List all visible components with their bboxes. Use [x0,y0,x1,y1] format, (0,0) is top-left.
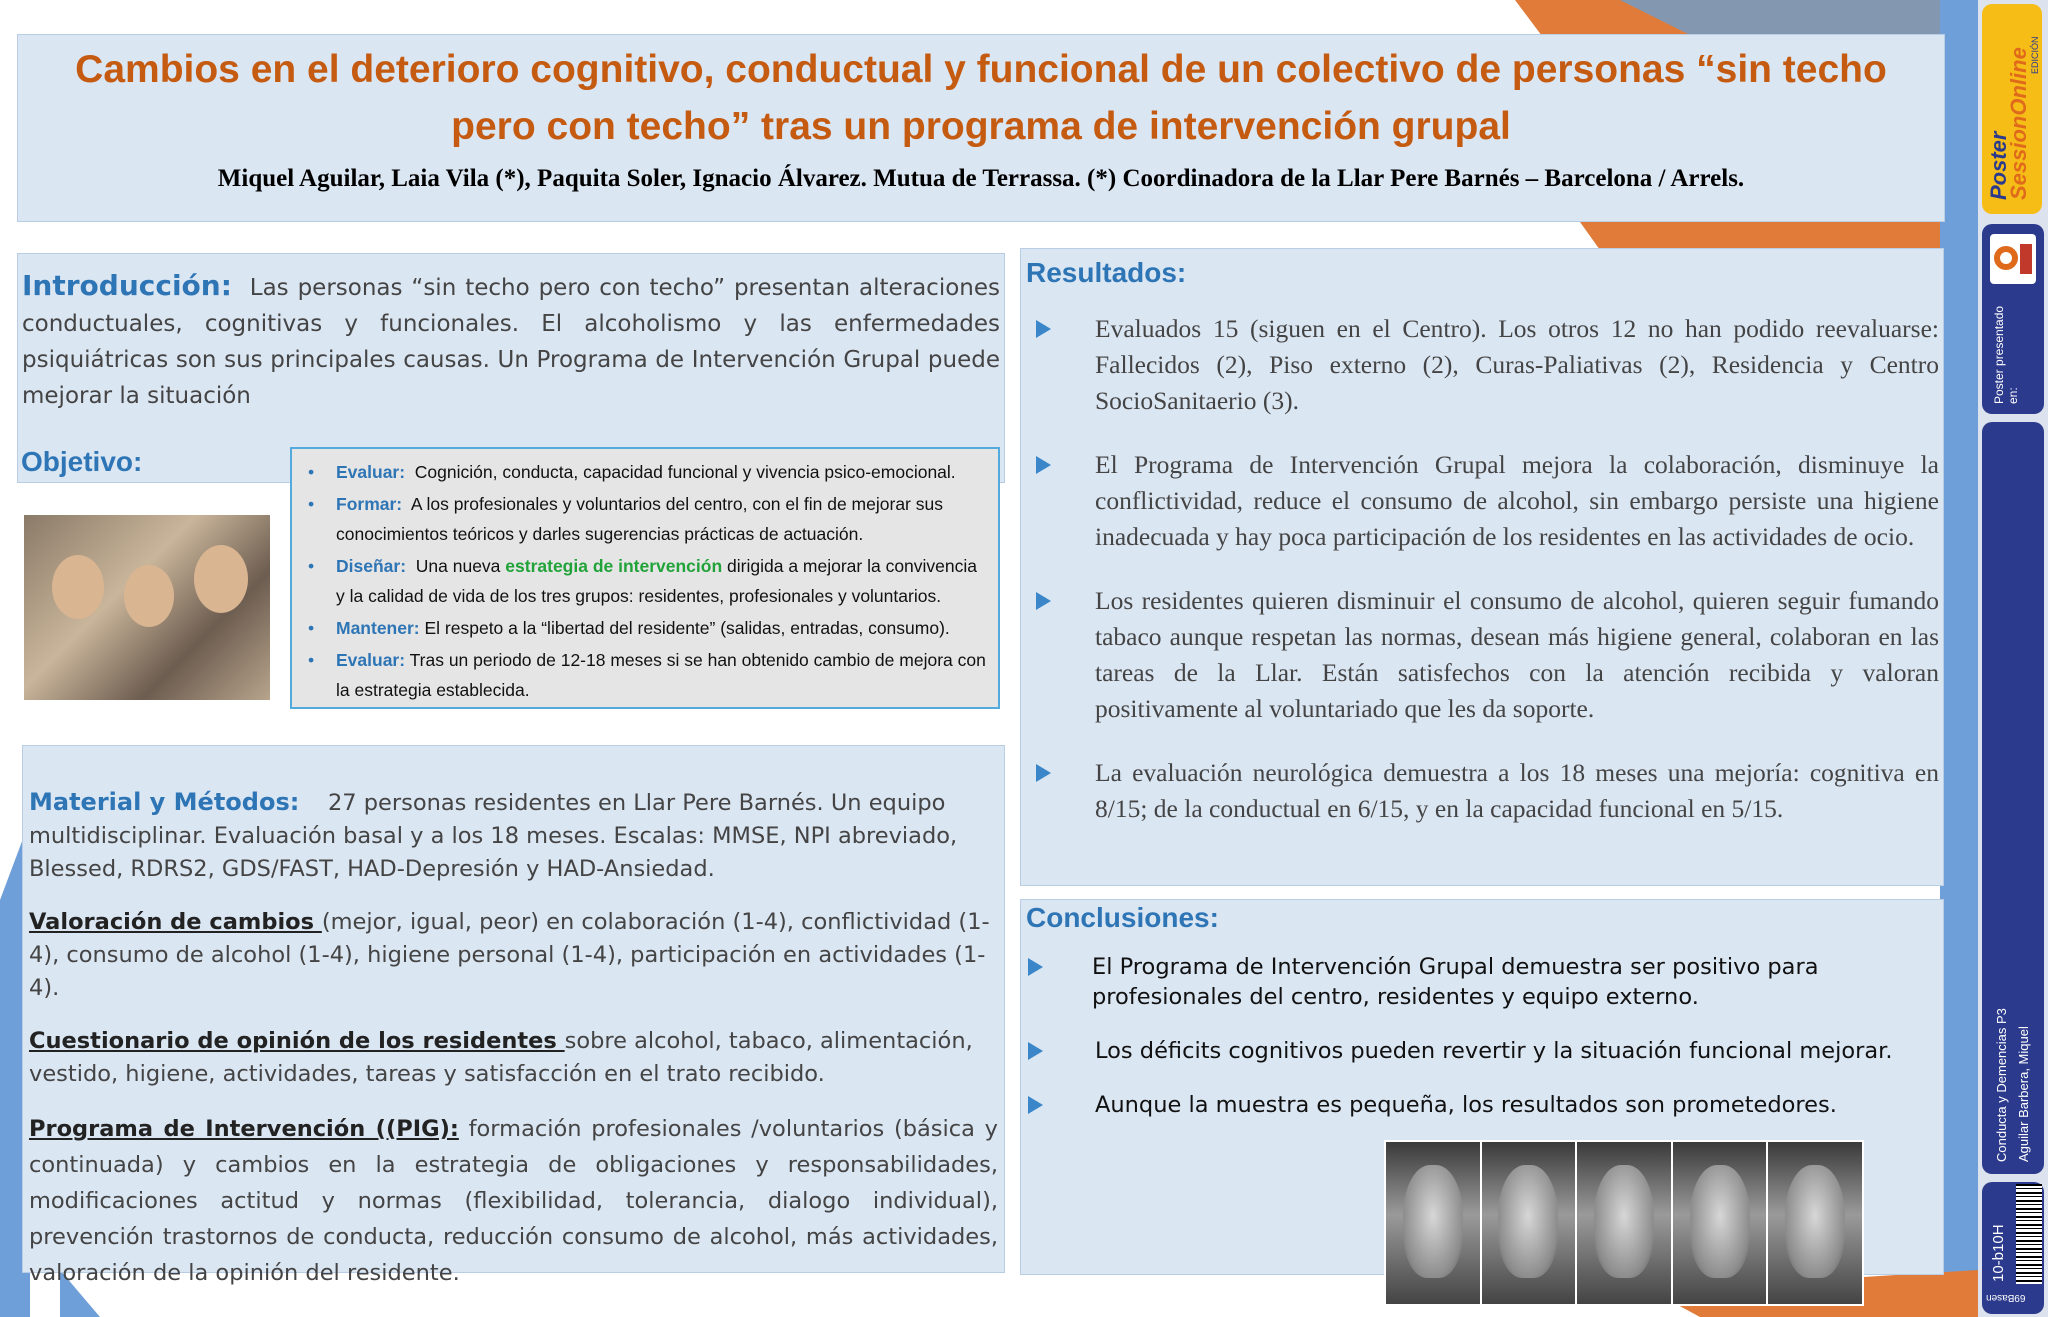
conclusion-item [1026,1036,1939,1066]
objetivo-text: Cognición, conducta, capacidad funcional y vivencia psico-emocional. [414,462,956,482]
arrow-bullet-icon [1036,764,1051,782]
arrow-bullet-icon [1036,320,1051,338]
objetivo-text: Tras un periodo de 12-18 meses si se han obtenido cambio de mejora con la estrategia establecida. [336,650,986,700]
presented-badge [1982,224,2044,414]
objetivo-item [300,489,990,549]
poster-sidebar [1978,0,2048,1317]
intro-paragraph [22,268,1000,414]
society-logo-svg [1990,234,2036,284]
conclusion-text: El Programa de Intervención Grupal demuestra ser positivo para profesionales del centro, residentes y equipo externo. [1092,954,1819,1010]
arrow-bullet-icon [1028,1096,1043,1114]
poster-title: Cambios en el deterioro cognitivo, conductual y funcional de un colectivo de personas “sin techo pero con techo” tras un programa de intervención grupal [75,48,1887,148]
programa-label: Programa de Intervención ((PIG): [29,1116,459,1142]
arrow-bullet-icon [1028,1042,1043,1060]
metodos-text: 27 personas residentes en Llar Pere Barnés. Un equipo multidisciplinar. Evaluación basal y a los 18 meses. Escalas: MMSE, NPI abreviado, Blessed, RDRS2, GDS/FAST, HAD-Depresión y HAD-Ansiedad. [29,790,958,882]
valoracion-paragraph [29,906,998,1005]
resultados-panel [1020,248,1944,886]
intro-text: Las personas “sin techo pero con techo” presentan alteraciones conductuales, cognitivas y funcionales. El alcoholismo y las enfermedades psiquiátricas son sus principales causas. Un Programa de Intervención Grupal puede mejorar la situación [22,275,1000,409]
cuestionario-text: sobre alcohol, tabaco, alimentación, vestido, higiene, actividades, tareas y satisfacción en el trato recibido. [29,1028,973,1087]
blue-edge [1940,0,1978,1317]
intro-heading: Introducción: [22,269,232,302]
conclusiones-heading: Conclusiones: [1026,902,1219,933]
arrow-bullet-icon [1036,456,1051,474]
session-info [1982,422,2044,1174]
portrait [1482,1142,1576,1304]
resultado-item [1026,447,1939,555]
logo-line1: Poster [1986,131,2011,200]
poster-authors: Miquel Aguilar, Laia Vila (*), Paquita Soler, Ignacio Álvarez. Mutua de Terrassa. (*) Coordinadora de la Llar Pere Barnés – Barcelona / Arrels. [217,165,1745,192]
objetivo-key: Diseñar: [336,556,407,576]
resultado-text: El Programa de Intervención Grupal mejora la colaboración, disminuye la conflictividad, reduce el consumo de alcohol, sin embargo persiste una higiene inadecuada y hay poca participación de los residentes en las actividades de ocio. [1095,450,1939,551]
objetivo-box [290,447,1000,709]
objetivo-key: Evaluar: [336,650,406,670]
arrow-bullet-icon [1028,958,1043,976]
metodos-paragraph [29,786,998,886]
objetivo-text: Una nueva [415,556,506,576]
objetivo-item [300,613,990,643]
bullet-icon: • [308,556,315,576]
conclusion-text-wrap [1048,952,1939,1012]
resultado-item [1026,311,1939,419]
title-panel [17,34,1945,222]
objetivo-heading: Objetivo: [21,446,143,477]
bullet-icon: • [308,462,315,482]
resultado-text: Los residentes quieren disminuir el consumo de alcohol, quieren seguir fumando tabaco aunque respetan las normas, desean más higiene general, colaboran en las tareas de la Llar. Están satisfechos con la atención recibida y valoran positivamente al voluntariado que les da soporte. [1095,586,1939,723]
valoracion-text: (mejor, igual, peor) en colaboración (1-4), conflictividad (1-4), consumo de alcohol (1-4), higiene personal (1-4), participación en actividades (1-4). [29,909,990,1001]
portrait [1768,1142,1862,1304]
conclusion-item [1026,952,1939,1012]
poster-code-badge [1982,1182,2044,1314]
programa-paragraph [29,1111,998,1291]
objetivo-text: A los profesionales y voluntarios del centro, con el fin de mejorar sus conocimientos teóricos y darles sugerencias prácticas de actuación. [336,494,943,544]
metodos-heading: Material y Métodos: [29,788,300,816]
objetivo-highlight: estrategia de intervención [505,556,723,576]
cuestionario-label: Cuestionario de opinión de los residentes [29,1028,565,1054]
poster-seq: 69Basen [1986,1292,2026,1303]
objetivo-key: Mantener: [336,618,420,638]
presented-label: Poster presentado en: [1992,305,2020,404]
portrait-face [1498,1165,1558,1278]
residents-photo [24,515,270,700]
resultado-text: La evaluación neurológica demuestra a los 18 meses una mejoría: cognitiva en 8/15; de la conductual en 6/15, y en la capacidad funcional en 5/15. [1095,758,1939,823]
session-author: Aguilar Barbera, Miquel [2016,1026,2031,1162]
portrait-face [1785,1165,1845,1278]
objetivo-item [300,551,990,611]
photo-face-1 [52,555,104,619]
barcode-icon [2016,1184,2042,1284]
objetivo-text: El respeto a la “libertad del residente” (salidas, entradas, consumo). [424,618,950,638]
logo-line2: SessionOnline [2006,47,2031,200]
conclusion-item [1026,1090,1939,1120]
cuestionario-paragraph [29,1025,998,1091]
valoracion-label: Valoración de cambios [29,909,322,935]
metodos-panel [22,745,1005,1286]
portrait-face [1690,1165,1750,1278]
resultado-item [1026,583,1939,727]
portraits-strip [1384,1140,1864,1306]
objetivo-key: Formar: [336,494,403,514]
society-logo-icon [1990,234,2036,284]
session-category: Conducta y Demencias P3 [1994,1008,2009,1162]
orange-stripe-mid [1580,222,1978,250]
objetivo-item [300,645,990,705]
bullet-icon: • [308,494,315,514]
objetivo-key: Evaluar: [336,462,406,482]
poster-code: 10-b10H [1990,1224,2007,1282]
photo-face-2 [124,565,174,627]
bullet-icon: • [308,618,315,638]
postersession-logo[interactable] [1982,4,2042,214]
portrait-face [1403,1165,1463,1278]
resultados-heading: Resultados: [1026,257,1187,288]
bullet-icon: • [308,650,315,670]
portrait [1577,1142,1671,1304]
photo-face-3 [194,545,248,613]
conclusion-text: Aunque la muestra es pequeña, los resultados son prometedores. [1095,1092,1837,1118]
resultado-text: Evaluados 15 (siguen en el Centro). Los otros 12 no han podido reevaluarse: Fallecidos (2), Piso externo (2), Curas-Paliativas (2), Residencia y Centro SocioSanitaerio (3). [1095,314,1939,415]
resultado-item [1026,755,1939,827]
arrow-bullet-icon [1036,592,1051,610]
portrait [1673,1142,1767,1304]
objetivo-text: dirigida a mejorar la convivencia y la calidad de vida de los tres grupos: residentes, profesionales y voluntarios. [336,556,978,606]
programa-text: formación profesionales /voluntarios (básica y continuada) y cambios en la estrategia de obligaciones y responsabilidades, modificaciones actitud y normas (flexibilidad, tolerancia, dialogo individual), prevención trastornos de conducta, reducción consumo de alcohol, más actividades, valoración de la opinión del residente. [29,1116,998,1286]
portrait-face [1594,1165,1654,1278]
conclusion-text: Los déficits cognitivos pueden revertir y la situación funcional mejorar. [1095,1038,1893,1064]
objetivo-item [300,457,990,487]
portrait [1386,1142,1480,1304]
objetivo-list [300,457,990,705]
logo-tag: EDICIÓN [2030,36,2040,74]
